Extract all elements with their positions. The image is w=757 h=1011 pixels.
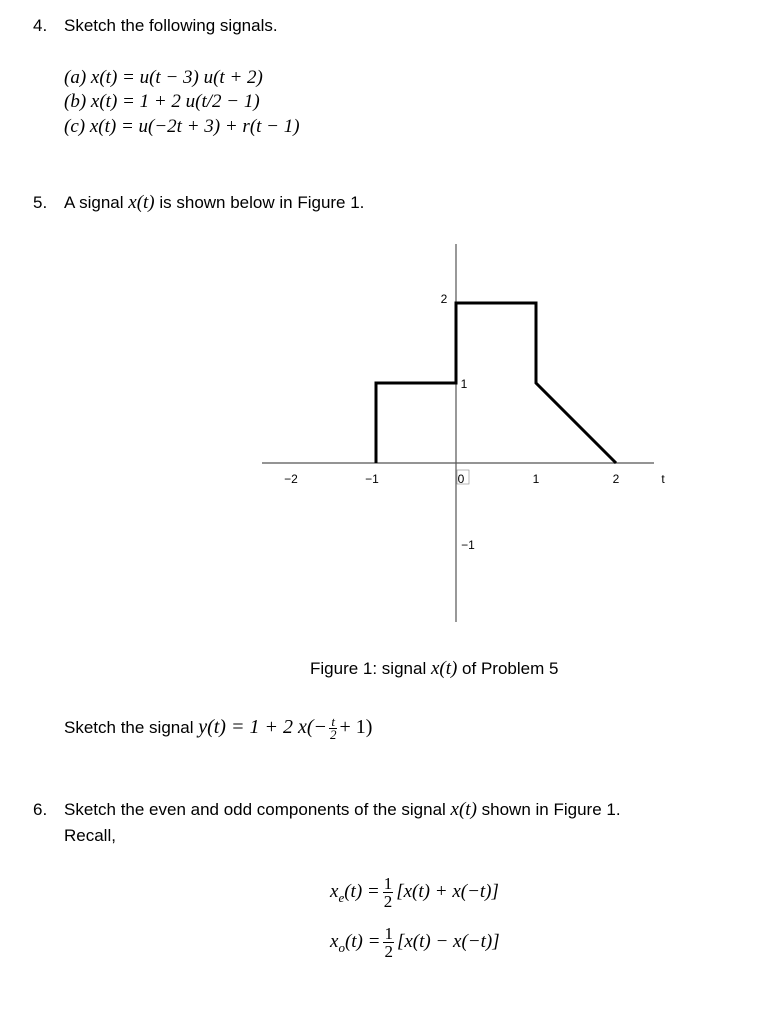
odd-rhs: [x(t) − x(−t)] — [396, 931, 500, 952]
even-lhs: x — [330, 881, 339, 902]
x-tick-label: 0 — [457, 472, 465, 486]
even-sub: e — [338, 889, 345, 905]
odd-lhs-arg: (t) = — [344, 931, 381, 952]
sketch-expr-left: y(t) = 1 + 2 x(− — [198, 716, 327, 738]
y-tick-label: 1 — [460, 377, 468, 391]
q6-line2: Recall, — [64, 826, 116, 845]
q6-line1-after: shown in Figure 1. — [476, 800, 621, 819]
q5-var: x(t) — [128, 192, 155, 213]
q5-sketch-line — [64, 713, 372, 742]
x-axis-label: t — [661, 472, 665, 486]
even-frac-num: 1 — [383, 874, 393, 894]
odd-fraction — [383, 925, 394, 960]
q4-part-a: (a) x(t) = u(t − 3) u(t + 2) — [64, 67, 263, 88]
x-tick-label: −1 — [365, 472, 379, 486]
caption-var: x(t) — [430, 658, 458, 679]
x-tick-label: 1 — [532, 472, 540, 486]
caption-before: Figure 1: signal — [310, 659, 431, 678]
signal-x-of-t — [376, 303, 616, 463]
q4-number: 4. — [33, 16, 48, 35]
q6-line1-var: x(t) — [450, 799, 477, 820]
q4-instruction: Sketch the following signals. — [64, 16, 278, 35]
q6-number: 6. — [33, 800, 48, 819]
x-tick-label: 2 — [612, 472, 620, 486]
q4-part-c: (c) x(t) = u(−2t + 3) + r(t − 1) — [64, 116, 300, 137]
even-frac-den: 2 — [383, 892, 393, 912]
q5-text-after: is shown below in Figure 1. — [154, 193, 365, 212]
q4-part-b: (b) x(t) = 1 + 2 u(t/2 − 1) — [64, 91, 260, 112]
sketch-text: Sketch the signal — [64, 718, 199, 737]
sketch-frac-num: t — [331, 714, 336, 730]
q6-line1 — [64, 799, 621, 821]
odd-frac-den: 2 — [384, 942, 393, 962]
even-rhs: [x(t) + x(−t)] — [396, 881, 499, 902]
odd-lhs: x — [330, 931, 339, 952]
odd-frac-num: 1 — [384, 924, 393, 944]
odd-sub: o — [338, 939, 345, 955]
sketch-frac-den: 2 — [329, 727, 337, 743]
y-tick-label: 2 — [440, 292, 448, 306]
caption-after: of Problem 5 — [457, 659, 559, 678]
even-fraction — [383, 875, 394, 910]
x-tick-label: −2 — [284, 472, 298, 486]
even-component-formula — [330, 872, 499, 918]
q5-number: 5. — [33, 193, 48, 212]
sketch-fraction — [329, 716, 338, 741]
even-lhs-arg: (t) = — [344, 881, 380, 902]
q6-line1-before: Sketch the even and odd components of the signal — [64, 800, 451, 819]
q5-text-before: A signal — [64, 193, 129, 212]
y-tick-label: −1 — [461, 538, 475, 552]
figure-caption — [310, 658, 558, 680]
sketch-expr-right: + 1) — [339, 716, 373, 738]
odd-component-formula — [330, 922, 500, 968]
